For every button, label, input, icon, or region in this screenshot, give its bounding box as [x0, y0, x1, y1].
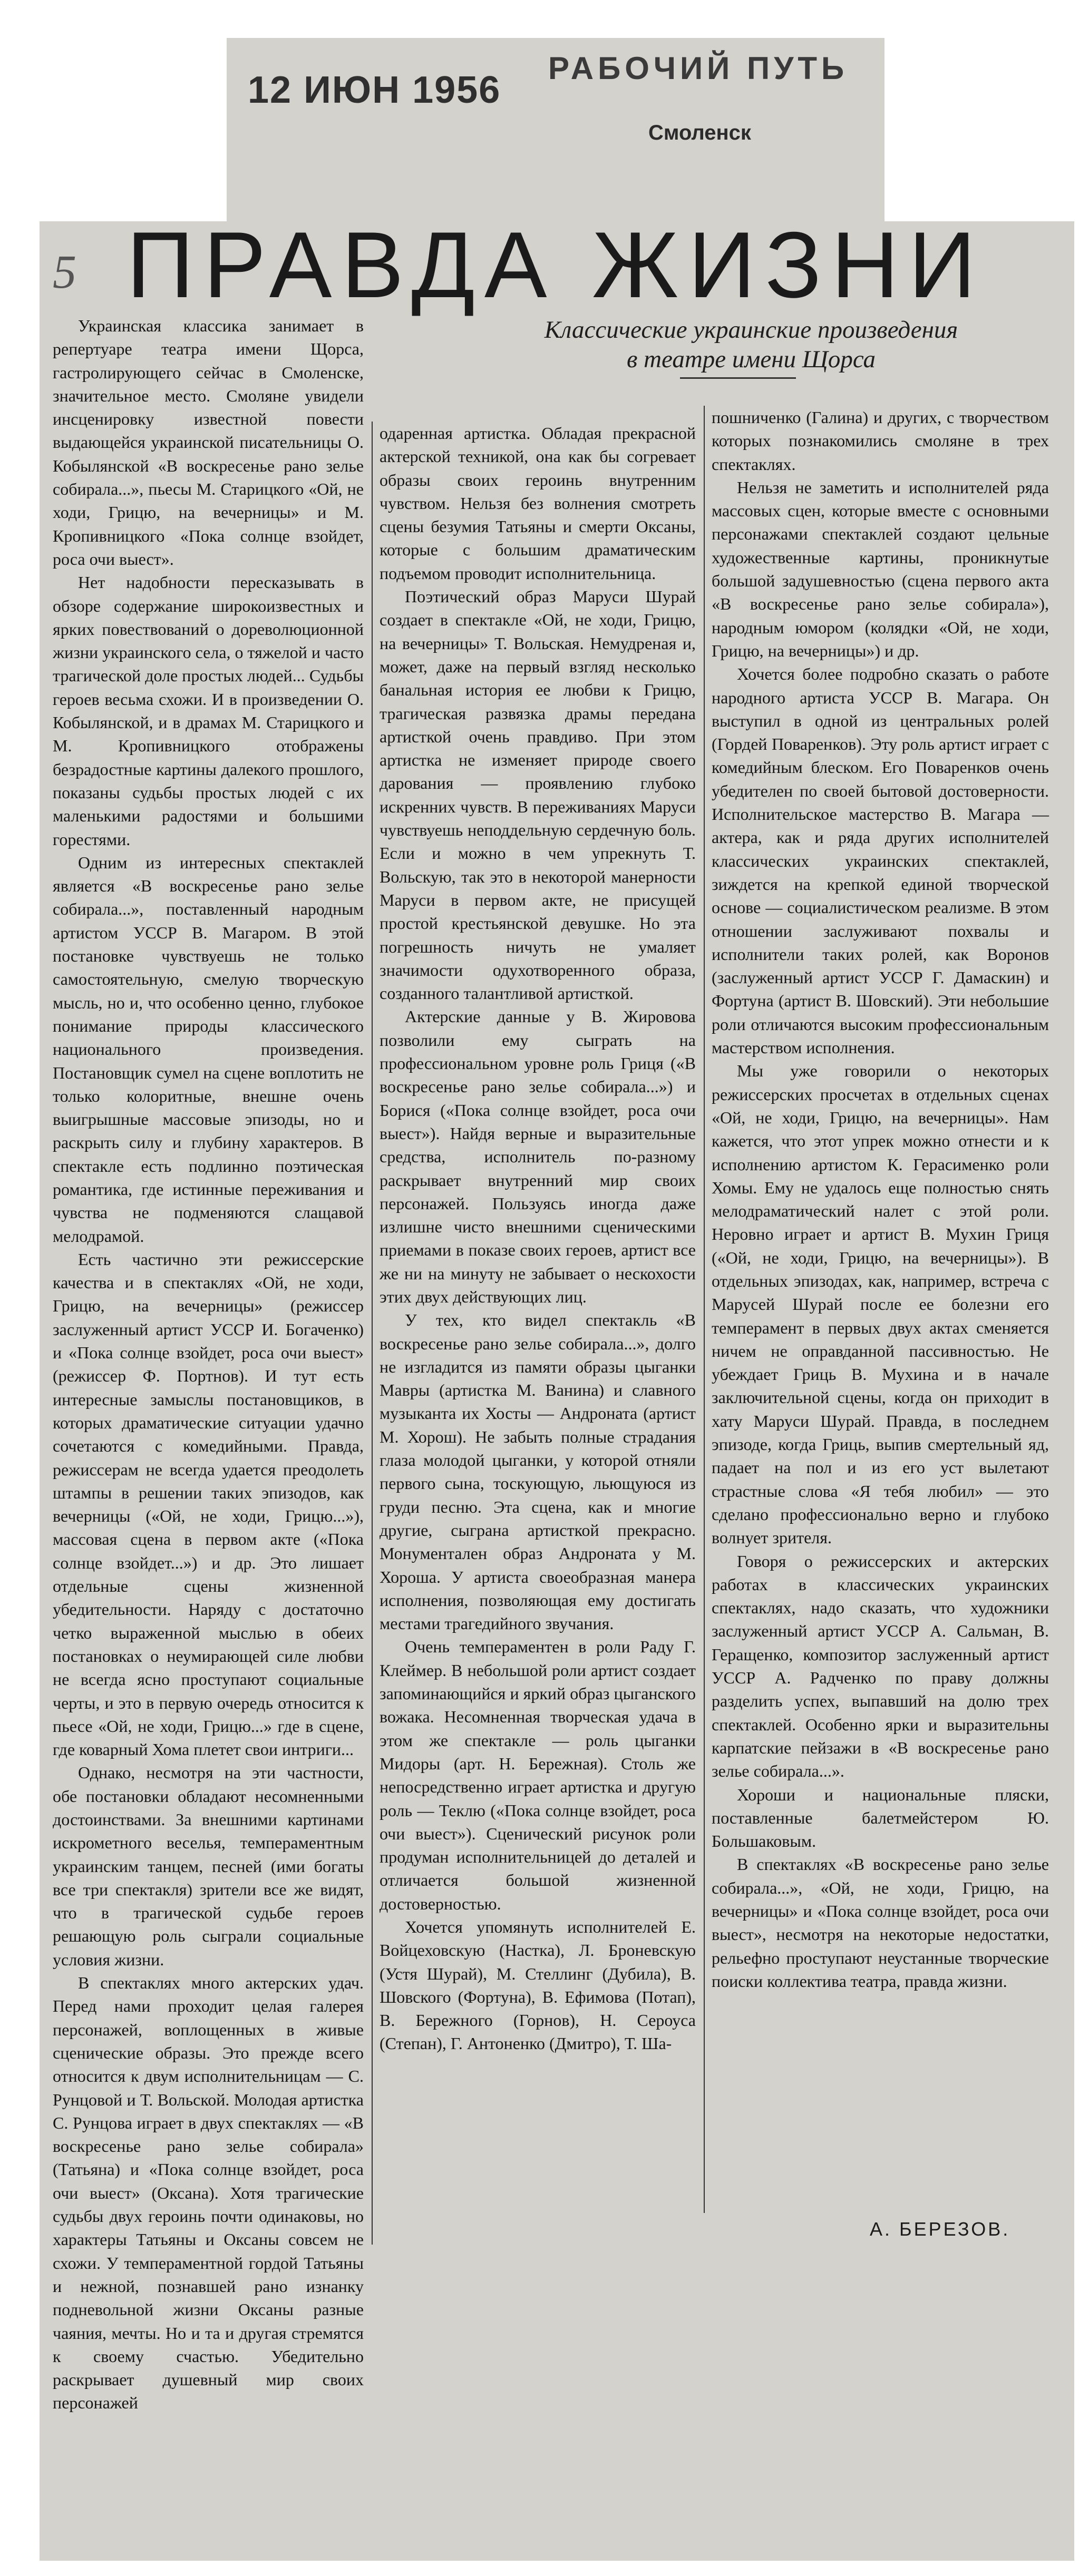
paragraph: Есть частично эти режиссерские качества и в спектаклях «Ой, не ходи, Грицю, на вечерницы» (режиссер заслуженный артист УССР И. Богаченко) и «Пока солнце взойдет, роса очи выест» (режиссер Ф. Портнов). И тут есть интересные замыслы постановщиков, в которых драматические ситуации удачно сочетаются с комедийными. Правда, режиссерам не всегда удается преодолеть штампы в решении таких эпизодов, как вечерницы («Ой, не ходи, Грицю...»), массовая сцена в первом акте («Пока солнце взойдет...») и др. Это лишает отдельные сцены жизненной убедительности. Наряду с достаточно четко выраженной мыслью в обеих постановках о неумирающей силе любви не всегда ясно проступают социальные черты, и это в первую очередь относится к пьесе «Ой, не ходи, Грицю...» где в сцене, где коварный Хома плетет свои интриги... — [53, 1249, 364, 1759]
paragraph: Украинская классика занимает в репертуаре театра имени Щорса, гастролирующего сейчас в Смоленске, значительное место. Смоляне увидели инсценировку известной повести выдающейся украинской писательницы О. Кобылянской «В воскресенье рано зелье собирала...», пьесы М. Старицкого «Ой, не ходи, Грицю, на вечерницы» и М. Кропивницкого «Пока солнце взойдет, роса очи выест». — [53, 316, 364, 569]
paragraph: Хочется упомянуть исполнителей Е. Войцеховскую (Настка), Л. Броневскую (Устя Шурай), М. Стеллинг (Дубила), В. Шовского (Фортуна), В. Ефимова (Потап), В. Бережного (Горнов), Н. Сероуса (Степан), Г. Антоненко (Дмитро), Т. Ша- — [380, 1917, 696, 2053]
paragraph: Говоря о режиссерских и актерских работах в классических украинских спектаклях, надо сказать, что художники заслуженный артист УССР А. Сальман, В. Геращенко, композитор заслуженный артист УССР А. Радченко по праву должны разделить успех, выпавший на долю трех спектаклей. Особенно ярки и выразительны карпатские пейзажи в «В воскресенье рано зелье собирала...». — [712, 1551, 1049, 1781]
paragraph: Мы уже говорили о некоторых режиссерских просчетах в отдельных сценах «Ой, не ходи, Грицю, на вечерницы». Нам кажется, что этот упрек можно отнести и к исполнению артистом К. Герасименко роли Хомы. Ему не удалось еще полностью снять мелодраматический налет с этой роли. Неровно играет и артист В. Мухин Гриця («Ой, не ходи, Грицю, на вечерницы»). В отдельных эпизодах, как, например, встреча с Марусей Шурай после ее болезни его темперамент в первых двух актах сменяется ничем не оправданной пассивностью. Не убеждает Гриць В. Мухина и в начале заключительной сцены, когда он приходит в хату Маруси Шурай. Правда, в последнем эпизоде, когда Гриць, выпив смертельный яд, падает на пол и из его уст вылетают страстные слова «Я тебя любил» — это сделано профессионально верно и глубоко волнует зрителя. — [712, 1061, 1049, 1547]
article-subtitle — [501, 315, 1002, 374]
paragraph: Нет надобности пересказывать в обзоре содержание широкоизвестных и ярких повествований о дореволюционной жизни украинского села, о тяжелой и часто трагической доле простых людей... Судьбы героев весьма схожи. И в произведении О. Кобылянской, и в драмах М. Старицкого и М. Кропивницкого отображены безрадостные картины далекого прошлого, показаны судьбы простых людей с их маленькими радостями и большими горестями. — [53, 573, 364, 849]
paragraph: Хочется более подробно сказать о работе народного артиста УССР В. Магара. Он выступил в одной из центральных ролей (Гордей Поваренков). Эту роль артист играет с комедийным блеском. Его Поваренков очень убедителен по своей бытовой достоверности. Исполнительское мастерство В. Магара — актера, как и ряда других исполнителей классических украинских спектаклей, зиждется на крепкой единой творческой основе — социалистическом реализме. В этом отношении заслуживают похвалы и исполнители таких ролей, как Воронов (заслуженный артист УССР Г. Дамаскин) и Фортуна (артист В. Шовский). Эти небольшие роли отличаются высоким профессиональным мастерством исполнения. — [712, 664, 1049, 1057]
paragraph: Одним из интересных спектаклей является «В воскресенье рано зелье собирала...», поставленный народным артистом УССР В. Магаром. В этой постановке чувствуешь не только самостоятельную, смелую творческую мысль, но и, что особенно ценно, глубокое понимание природы классического национального произведения. Постановщик сумел на сцене воплотить не только колоритные, внешне очень выигрышные массовые эпизоды, но и раскрыть силу и глубину характеров. В спектакле есть подлинно поэтическая романтика, где истинные переживания и чувства не подменяются слащавой мелодрамой. — [53, 853, 364, 1246]
newspaper-stamp: РАБОЧИЙ ПУТЬ — [548, 51, 849, 86]
paragraph: У тех, кто видел спектакль «В воскресенье рано зелье собирала...», долго не изгладится из памяти образы цыганки Мавры (артистка М. Ванина) и славного музыканта их Хосты — Андроната (артист М. Хорош). Не забыть полные страдания глаза молодой цыганки, у которой отняли первого сына, тоскующую, льющуюся из груди песню. Эта сцена, как и многие другие, сыграна артисткой прекрасно. Монументален образ Андроната у М. Хороша. У артиста своеобразная манера исполнения, позволяющая ему достигать местами трагедийного звучания. — [380, 1310, 696, 1633]
paragraph: Однако, несмотря на эти частности, обе постановки обладают несомненными достоинствами. За внешними картинами искрометного веселья, темпераментным украинским танцем, песней (ими богаты все три спектакля) зрители все же видят, что в трагической судьбе героев решающую роль сыграли социальные условия жизни. — [53, 1763, 364, 1969]
article-headline: ПРАВДА ЖИЗНИ — [127, 212, 986, 317]
article-column-3 — [712, 406, 1049, 1993]
pencil-mark: 5 — [53, 246, 76, 298]
paragraph: пошниченко (Галина) и других, с творчеством которых познакомились смоляне в трех спектаклях. — [712, 408, 1049, 474]
article-column-1 — [53, 314, 364, 2415]
paragraph: Нельзя не заметить и исполнителей ряда массовых сцен, которые вместе с основными персонажами спектаклей создают цельные художественные картины, проникнутые большой задушевностью (сцена первого акта «В воскресенье рано зелье собирала»), народным юмором (колядки «Ой, не ходи, Грицю, на вечерницы») и др. — [712, 477, 1049, 660]
paragraph: Хороши и национальные пляски, поставленные балетмейстером Ю. Большаковым. — [712, 1785, 1049, 1851]
article-column-2 — [380, 422, 696, 2055]
paragraph: Очень темпераментен в роли Раду Г. Клеймер. В небольшой роли артист создает запоминающийся и яркий образ цыганского вожака. Несомненная творческая удача в этом же спектакле — роль цыганки Мидоры (арт. Н. Бережная). Столь же непосредственно играет артистка и другую роль — Теклю («Пока солнце взойдет, роса очи выест»). Сценический рисунок роли продуман исполнительницей до деталей и отличается большой жизненной достоверностью. — [380, 1637, 696, 1913]
paragraph: одаренная артистка. Обладая прекрасной актерской техникой, она как бы согревает образы своих героинь внутренним чувством. Нельзя без волнения смотреть сцены безумия Татьяны и смерти Оксаны, которые с большим драматическим подъемом проводит исполнительница. — [380, 424, 696, 583]
paragraph: Поэтический образ Маруси Шурай создает в спектакле «Ой, не ходи, Грицю, на вечерницы» Т. Вольская. Немудреная и, может, даже на первый взгляд несколько банальная история ее любви к Грицю, трагическая развязка драмы передана артисткой очень правдиво. При этом артистка не изменяет природе своего дарования — проявлению глубоко искренних чувств. В переживаниях Маруси чувствуешь неподдельную сердечную боль. Если и можно в чем упрекнуть Т. Вольскую, так это в некоторой манерности Маруси в первом акте, не присущей простой крестьянской девушке. Но эта погрешность ничуть не умаляет значимости одухотворенного образа, созданного талантливой артисткой. — [380, 587, 696, 1003]
column-divider — [704, 406, 705, 2213]
subtitle-rule — [680, 377, 796, 379]
paragraph: Актерские данные у В. Жировова позволили ему сыграть на профессиональном уровне роль Гриця («В воскресенье рано зелье собирала...») и Борися («Пока солнце взойдет, роса очи выест»). Найдя верные и выразительные средства, исполнитель по-разному раскрывает внутренний мир своих персонажей. Пользуясь иногда даже излишне чисто внешними сценическими приемами в показе своих героев, артист все же ни на минуту не забывает о нескохости этих двух действующих лиц. — [380, 1007, 696, 1306]
paragraph: В спектаклях много актерских удач. Перед нами проходит целая галерея персонажей, воплощенных в живые сценические образы. Это прежде всего относится к двум исполнительницам — С. Рунцовой и Т. Вольской. Молодая артистка С. Рунцова играет в двух спектаклях — «В воскресенье рано зелье собирала» (Татьяна) и «Пока солнце взойдет, роса очи выест» (Оксана). Хотя трагические судьбы двух героинь почти одинаковы, но характеры Татьяны и Оксаны совсем не схожи. У темпераментной гордой Татьяны и нежной, познавшей рано изнанку подневольной жизни Оксаны разные чаяния, мечты. Но и та и другая стремятся к своему счастью. Убедительно раскрывает душевный мир своих персонажей — [53, 1973, 364, 2413]
paragraph: В спектаклях «В воскресенье рано зелье собирала...», «Ой, не ходи, Грицю, на вечерницы» и «Пока солнце взойдет, роса очи выест», несмотря на некоторые недостатки, рельефно проступают неустанные творческие поиски коллектива театра, правда жизни. — [712, 1855, 1049, 1991]
subtitle-line: Классические украинские произведения — [544, 316, 958, 344]
subtitle-line: в театре имени Щорса — [627, 346, 876, 373]
column-divider — [372, 422, 373, 2245]
date-stamp: 12 ИЮН 1956 — [248, 69, 501, 111]
author-signature: А. БЕРЕЗОВ. — [870, 2218, 1010, 2240]
city-stamp: Смоленск — [648, 121, 751, 144]
